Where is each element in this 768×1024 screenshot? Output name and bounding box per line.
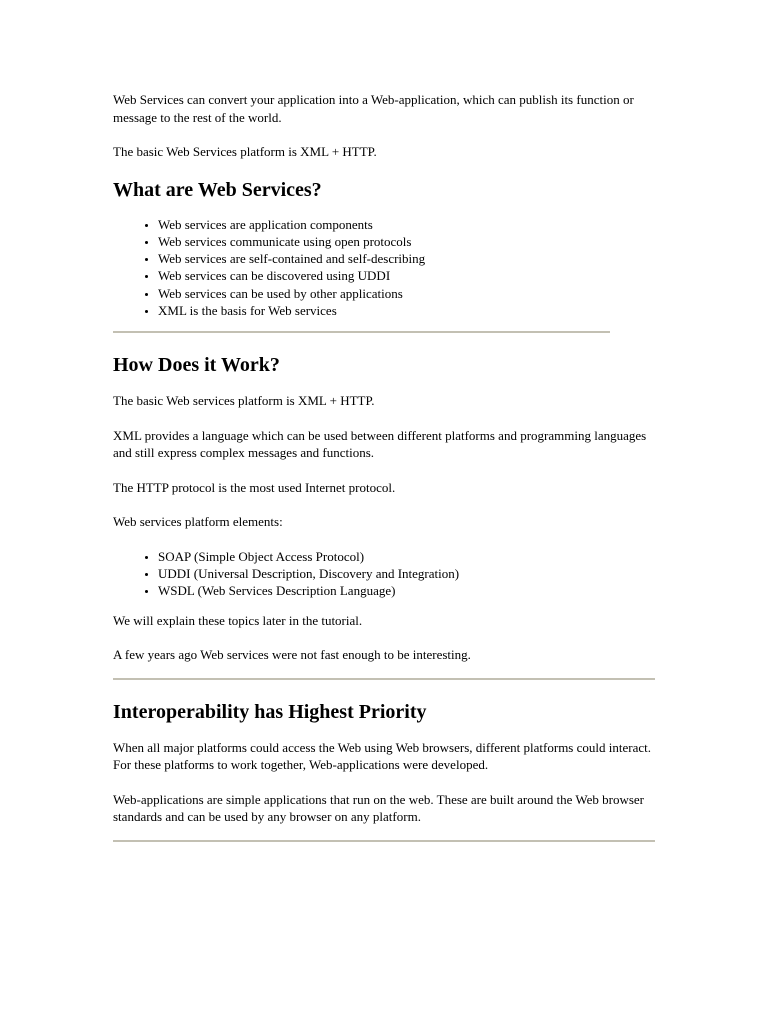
section-heading-what-are-web-services: What are Web Services? xyxy=(113,178,322,201)
paragraph: XML provides a language which can be used between different platforms and programming languages and still express complex messages and functions. xyxy=(113,427,647,461)
web-services-feature-list xyxy=(113,216,658,320)
paragraph: Web-applications are simple applications that run on the web. These are built around the Web browser standards and can be used by any browser on any platform. xyxy=(113,791,644,825)
section-heading-how-does-it-work: How Does it Work? xyxy=(113,354,280,377)
list-item: • Web services are self-contained and self-describing xyxy=(158,250,658,267)
intro-paragraph-2: The basic Web Services platform is XML + HTTP. xyxy=(113,144,377,159)
list-item: • SOAP (Simple Object Access Protocol) xyxy=(158,548,658,565)
list-item: • Web services can be used by other applications xyxy=(158,285,658,302)
paragraph: The HTTP protocol is the most used Internet protocol. xyxy=(113,479,396,495)
paragraph: A few years ago Web services were not fast enough to be interesting. xyxy=(113,647,471,663)
document-page xyxy=(113,91,658,842)
paragraph: The basic Web services platform is XML + HTTP. xyxy=(113,393,375,409)
list-item: • WSDL (Web Services Description Language) xyxy=(158,582,658,599)
paragraph: When all major platforms could access the Web using Web browsers, different platforms could interact. For these platforms to work together, Web-applications were developed. xyxy=(113,739,651,773)
list-item: • Web services are application components xyxy=(158,216,658,233)
paragraph: We will explain these topics later in the tutorial. xyxy=(113,612,363,628)
intro-paragraph-1: Web Services can convert your application into a Web-application, which can publish its function or message to the rest of the world. xyxy=(113,92,634,125)
list-item: • Web services can be discovered using UDDI xyxy=(158,267,658,284)
section-heading-interoperability: Interoperability has Highest Priority xyxy=(113,700,427,723)
paragraph: Web services platform elements: xyxy=(113,514,283,530)
section-divider xyxy=(113,840,655,842)
list-item: • XML is the basis for Web services xyxy=(158,302,658,319)
list-item: • UDDI (Universal Description, Discovery and Integration) xyxy=(158,565,658,582)
list-item: • Web services communicate using open protocols xyxy=(158,233,658,250)
platform-elements-list xyxy=(113,548,658,600)
section-divider xyxy=(113,678,655,680)
section-divider xyxy=(113,331,610,333)
